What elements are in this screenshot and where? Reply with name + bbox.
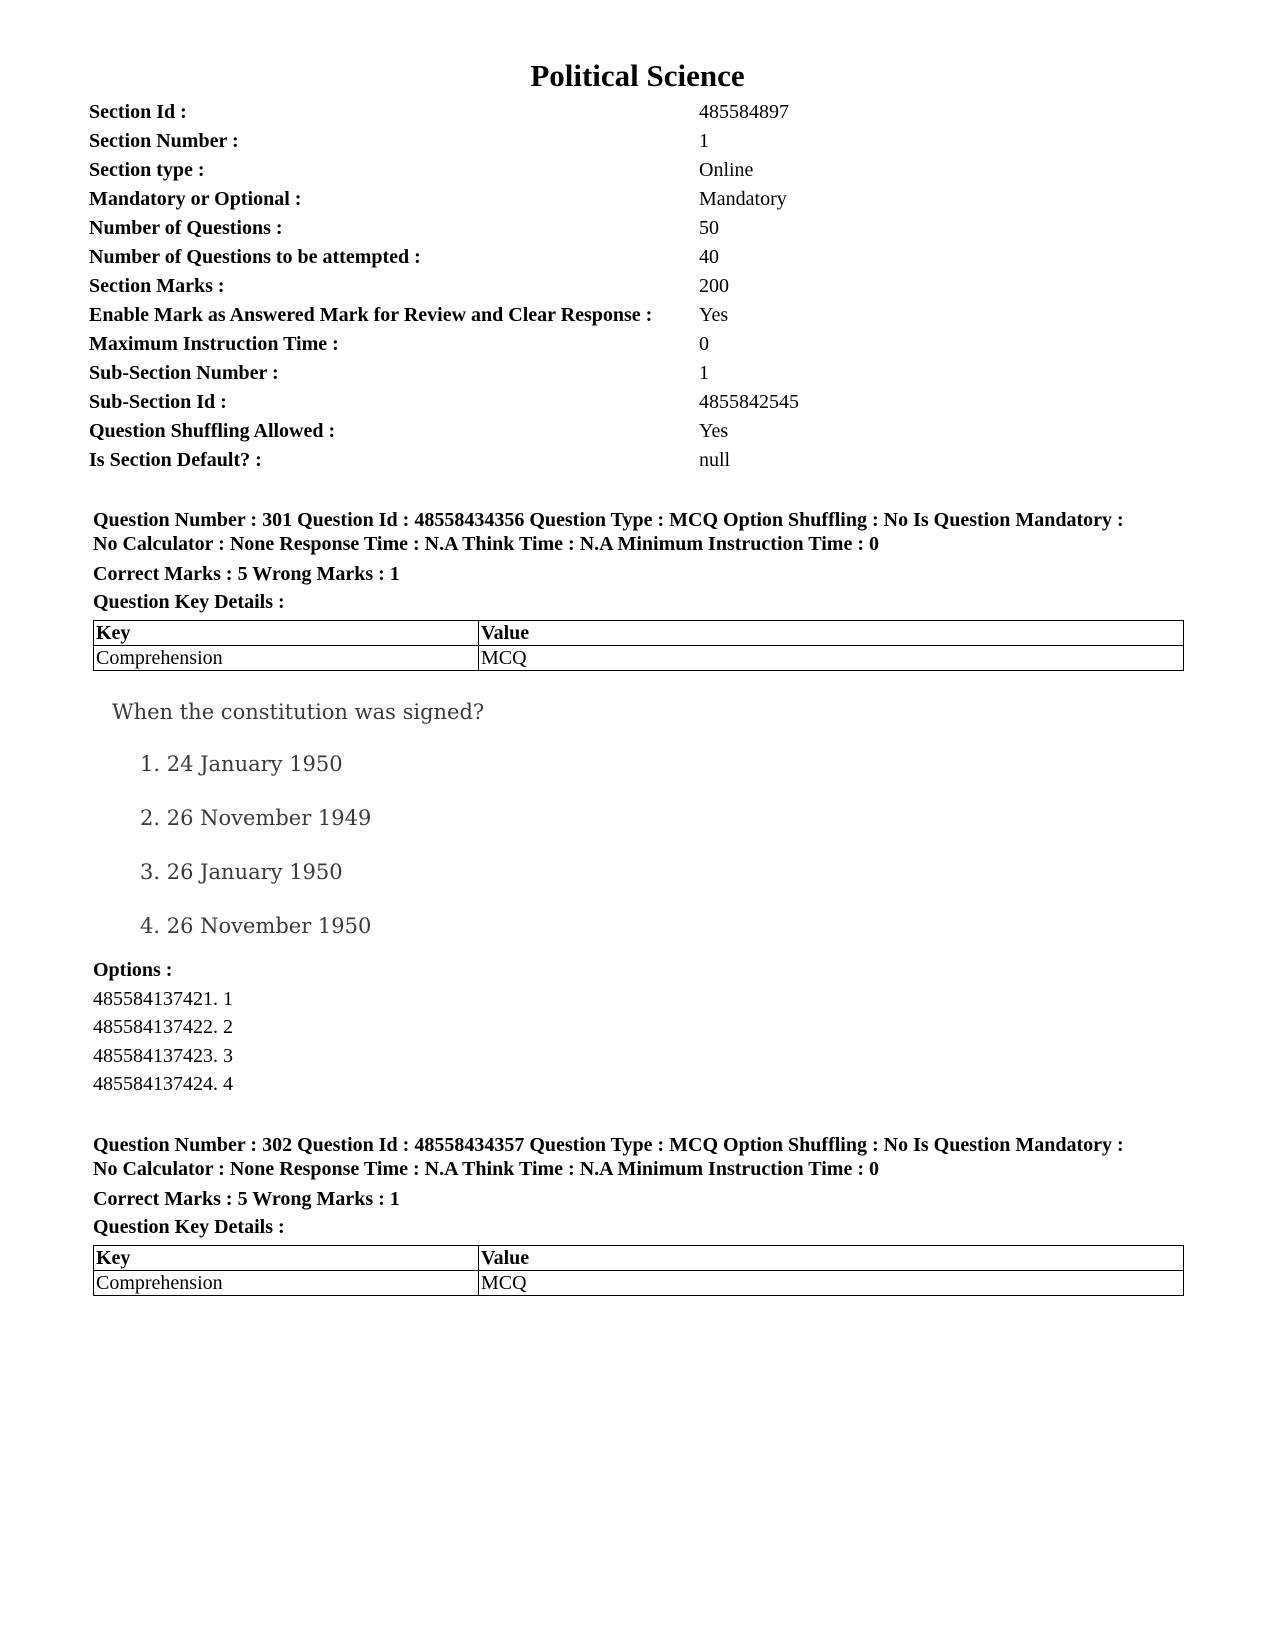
info-label: Number of Questions to be attempted : bbox=[89, 246, 421, 268]
info-row-enable-mark bbox=[89, 301, 989, 330]
info-label: Maximum Instruction Time : bbox=[89, 333, 339, 355]
table-header-value: Value bbox=[479, 1246, 1184, 1271]
info-row-num-questions bbox=[89, 214, 989, 243]
info-row-max-instruction-time bbox=[89, 330, 989, 359]
info-value: Mandatory bbox=[699, 188, 787, 210]
table-header-key: Key bbox=[94, 621, 479, 646]
info-value: 50 bbox=[699, 217, 719, 239]
info-value: Online bbox=[699, 159, 754, 181]
info-value: 40 bbox=[699, 246, 719, 268]
info-label: Section Number : bbox=[89, 130, 239, 152]
table-row bbox=[94, 1271, 1184, 1296]
table-header-row bbox=[94, 1246, 1184, 1271]
info-label: Is Section Default? : bbox=[89, 449, 262, 471]
question-key-details-label: Question Key Details : bbox=[93, 1216, 285, 1238]
info-value: 1 bbox=[699, 362, 709, 384]
question-key-table bbox=[93, 620, 1184, 671]
info-row-shuffling bbox=[89, 417, 989, 446]
info-row-section-number bbox=[89, 127, 989, 156]
table-header-value: Value bbox=[479, 621, 1184, 646]
table-cell-key: Comprehension bbox=[94, 646, 479, 671]
table-row bbox=[94, 646, 1184, 671]
section-info bbox=[89, 98, 989, 475]
info-value: 0 bbox=[699, 333, 709, 355]
info-label: Number of Questions : bbox=[89, 217, 283, 239]
option-item: 485584137421. 1 bbox=[93, 987, 233, 1010]
info-row-subsection-number bbox=[89, 359, 989, 388]
info-label: Section Marks : bbox=[89, 275, 225, 297]
options-label: Options : bbox=[93, 959, 173, 981]
info-label: Section type : bbox=[89, 159, 205, 181]
info-value: Yes bbox=[699, 420, 729, 442]
question-meta-line2: No Calculator : None Response Time : N.A Think Time : N.A Minimum Instruction Time : 0 bbox=[93, 1158, 879, 1180]
info-row-section-type bbox=[89, 156, 989, 185]
table-header-key: Key bbox=[94, 1246, 479, 1271]
question-choice: 4. 26 November 1950 bbox=[140, 914, 372, 938]
question-meta bbox=[93, 1133, 1193, 1181]
question-choice: 3. 26 January 1950 bbox=[140, 860, 343, 884]
info-label: Section Id : bbox=[89, 101, 187, 123]
info-value: 4855842545 bbox=[699, 391, 799, 413]
info-row-mandatory bbox=[89, 185, 989, 214]
info-row-section-marks bbox=[89, 272, 989, 301]
info-label: Mandatory or Optional : bbox=[89, 188, 302, 210]
option-item: 485584137423. 3 bbox=[93, 1044, 233, 1067]
option-item: 485584137422. 2 bbox=[93, 1016, 233, 1038]
info-label: Question Shuffling Allowed : bbox=[89, 420, 336, 442]
question-choice: 2. 26 November 1949 bbox=[140, 806, 372, 830]
info-row-subsection-id bbox=[89, 388, 989, 417]
question-301 bbox=[93, 508, 1193, 671]
question-key-details-label: Question Key Details : bbox=[93, 591, 285, 613]
info-value: 485584897 bbox=[699, 101, 789, 123]
info-value: Yes bbox=[699, 304, 729, 326]
table-cell-value: MCQ bbox=[479, 646, 1184, 671]
table-header-row bbox=[94, 621, 1184, 646]
page-title: Political Science bbox=[530, 58, 745, 93]
table-cell-value: MCQ bbox=[479, 1271, 1184, 1296]
question-key-table bbox=[93, 1245, 1184, 1296]
info-value: null bbox=[699, 449, 731, 471]
table-cell-key: Comprehension bbox=[94, 1271, 479, 1296]
option-item: 485584137424. 4 bbox=[93, 1073, 233, 1095]
info-label: Sub-Section Number : bbox=[89, 362, 279, 384]
info-value: 200 bbox=[699, 275, 729, 297]
question-marks: Correct Marks : 5 Wrong Marks : 1 bbox=[93, 1188, 400, 1210]
question-meta-line2: No Calculator : None Response Time : N.A Think Time : N.A Minimum Instruction Time : 0 bbox=[93, 533, 879, 555]
question-image bbox=[110, 694, 510, 944]
question-meta-line1: Question Number : 301 Question Id : 48558434356 Question Type : MCQ Option Shuffling : No Is Question Mandatory : bbox=[93, 509, 1124, 531]
options-block bbox=[93, 956, 233, 1099]
info-value: 1 bbox=[699, 130, 709, 152]
info-label: Enable Mark as Answered Mark for Review and Clear Response : bbox=[89, 304, 653, 326]
info-label: Sub-Section Id : bbox=[89, 391, 227, 413]
question-text: When the constitution was signed? bbox=[112, 700, 485, 724]
question-choice: 1. 24 January 1950 bbox=[140, 752, 343, 776]
question-302 bbox=[93, 1133, 1193, 1296]
info-row-section-id bbox=[89, 98, 989, 127]
question-meta bbox=[93, 508, 1193, 556]
question-marks: Correct Marks : 5 Wrong Marks : 1 bbox=[93, 563, 400, 585]
info-row-num-attempted bbox=[89, 243, 989, 272]
question-meta-line1: Question Number : 302 Question Id : 48558434357 Question Type : MCQ Option Shuffling : No Is Question Mandatory : bbox=[93, 1134, 1124, 1156]
info-row-section-default bbox=[89, 446, 989, 475]
